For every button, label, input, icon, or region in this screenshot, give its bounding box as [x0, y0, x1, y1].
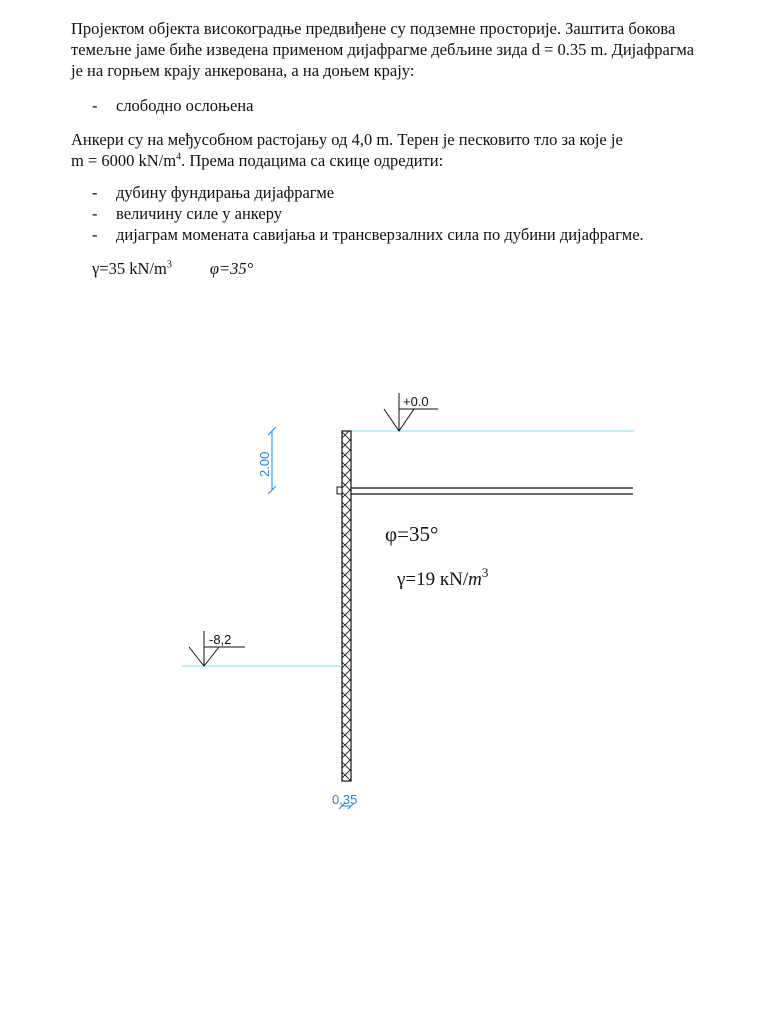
- diaphragm-wall: [342, 431, 351, 781]
- list-item: - дијаграм момената савијања и трансверзалних сила по дубини дијафрагме.: [92, 225, 644, 244]
- gamma-parameter: γ=35 $kN/m^3$: [92, 259, 172, 278]
- anchor-icon: [337, 487, 633, 494]
- phi-parameter: φ=35°: [209, 259, 254, 278]
- figure-phi-label: φ=35°: [385, 522, 439, 546]
- list-item-text: величину силе у анкеру: [116, 204, 282, 223]
- wall-thickness-label: 0,35: [332, 792, 358, 807]
- list-item: - слободно ослоњена: [92, 96, 254, 115]
- top-level-label: +0.0: [403, 394, 429, 409]
- intro-line-3: је на горњем крају анкерована, а на доњем крају:: [71, 61, 415, 80]
- anchor-line-2: m = 6000 $kN/m^4$. Према подацима са скице одредити:: [71, 151, 444, 170]
- list-item-text: слободно ослоњена: [116, 96, 254, 115]
- figure-gamma-label: γ=19 $кN/m^3$: [397, 565, 489, 590]
- list-item: - дубину фундирања дијафрагме: [92, 183, 335, 202]
- anchor-line-1: Анкери су на међусобном растојању од 4,0 m. Терен је песковито тло за које је: [71, 130, 623, 149]
- excavation-level-label: -8,2: [209, 632, 232, 647]
- anchor-depth-label: 2.00: [257, 451, 272, 477]
- list-item: - величину силе у анкеру: [92, 204, 282, 223]
- list-item-text: дијаграм момената савијања и трансверзалних сила по дубини дијафрагме.: [116, 225, 644, 244]
- intro-line-1: Пројектом објекта високоградње предвиђене су подземне просторије. Заштита бокова: [71, 19, 676, 38]
- intro-line-2: темељне јаме биће изведена применом дијафрагме дебљине зида d = 0.35 m. Дијафрагма: [71, 40, 695, 59]
- list-item-text: дубину фундирања дијафрагме: [116, 183, 335, 202]
